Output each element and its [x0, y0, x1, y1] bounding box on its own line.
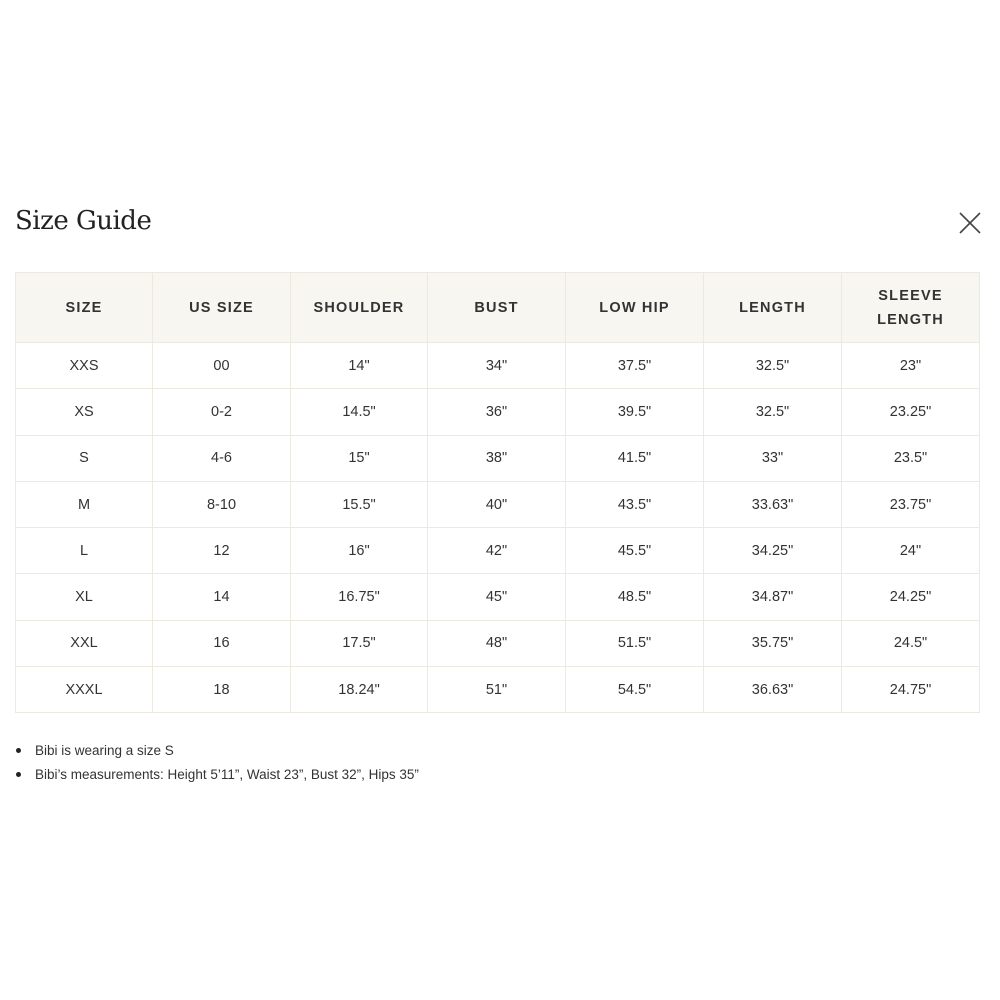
table-row	[16, 574, 980, 620]
table-cell: 24.75"	[842, 667, 980, 713]
table-cell: 23.5"	[842, 435, 980, 481]
table-cell: 36"	[428, 389, 566, 435]
table-cell: 4-6	[153, 435, 291, 481]
table-cell: 23.25"	[842, 389, 980, 435]
table-cell: 40"	[428, 481, 566, 527]
table-row	[16, 620, 980, 666]
table-cell: M	[16, 481, 153, 527]
table-row	[16, 667, 980, 713]
table-cell: 23"	[842, 343, 980, 389]
table-cell: S	[16, 435, 153, 481]
table-cell: 32.5"	[704, 389, 842, 435]
table-row	[16, 528, 980, 574]
close-icon	[956, 209, 984, 237]
table-cell: 17.5"	[291, 620, 428, 666]
table-cell: 8-10	[153, 481, 291, 527]
table-cell: 34"	[428, 343, 566, 389]
header-sleeve-length: SLEEVE LENGTH	[842, 273, 980, 343]
table-cell: 23.75"	[842, 481, 980, 527]
table-cell: 38"	[428, 435, 566, 481]
table-cell: 33"	[704, 435, 842, 481]
table-cell: 48.5"	[566, 574, 704, 620]
table-cell: 51.5"	[566, 620, 704, 666]
table-cell: 14	[153, 574, 291, 620]
table-cell: XXXL	[16, 667, 153, 713]
table-cell: 14.5"	[291, 389, 428, 435]
table-cell: 16"	[291, 528, 428, 574]
table-cell: 16.75"	[291, 574, 428, 620]
table-cell: 41.5"	[566, 435, 704, 481]
table-cell: 32.5"	[704, 343, 842, 389]
list-item: Bibi is wearing a size S	[16, 739, 419, 763]
table-cell: XXS	[16, 343, 153, 389]
table-cell: 12	[153, 528, 291, 574]
table-cell: 51"	[428, 667, 566, 713]
table-cell: 34.25"	[704, 528, 842, 574]
table-cell: 24.5"	[842, 620, 980, 666]
table-cell: XL	[16, 574, 153, 620]
close-button[interactable]	[956, 209, 984, 237]
table-cell: XS	[16, 389, 153, 435]
table-cell: L	[16, 528, 153, 574]
table-row	[16, 435, 980, 481]
table-row	[16, 389, 980, 435]
table-cell: 0-2	[153, 389, 291, 435]
header-length: LENGTH	[704, 273, 842, 343]
table-cell: 33.63"	[704, 481, 842, 527]
table-cell: 39.5"	[566, 389, 704, 435]
table-cell: 15"	[291, 435, 428, 481]
table-cell: 48"	[428, 620, 566, 666]
table-cell: 35.75"	[704, 620, 842, 666]
table-cell: 34.87"	[704, 574, 842, 620]
header-bust: BUST	[428, 273, 566, 343]
table-cell: 42"	[428, 528, 566, 574]
table-cell: 14"	[291, 343, 428, 389]
table-cell: 45.5"	[566, 528, 704, 574]
table-cell: 37.5"	[566, 343, 704, 389]
model-notes	[16, 739, 419, 787]
table-header-row	[16, 273, 980, 343]
header-us-size: US SIZE	[153, 273, 291, 343]
table-cell: 24"	[842, 528, 980, 574]
header-size: SIZE	[16, 273, 153, 343]
table-cell: 16	[153, 620, 291, 666]
table-cell: 24.25"	[842, 574, 980, 620]
size-table	[15, 272, 980, 713]
table-cell: 54.5"	[566, 667, 704, 713]
table-cell: 18	[153, 667, 291, 713]
table-cell: 36.63"	[704, 667, 842, 713]
table-cell: XXL	[16, 620, 153, 666]
header-shoulder: SHOULDER	[291, 273, 428, 343]
table-cell: 00	[153, 343, 291, 389]
modal-title: Size Guide	[15, 206, 152, 236]
table-row	[16, 481, 980, 527]
table-cell: 18.24"	[291, 667, 428, 713]
table-cell: 45"	[428, 574, 566, 620]
table-row	[16, 343, 980, 389]
list-item: Bibi’s measurements: Height 5’11”, Waist 23”, Bust 32”, Hips 35”	[16, 763, 419, 787]
table-cell: 15.5"	[291, 481, 428, 527]
table-cell: 43.5"	[566, 481, 704, 527]
header-low-hip: LOW HIP	[566, 273, 704, 343]
